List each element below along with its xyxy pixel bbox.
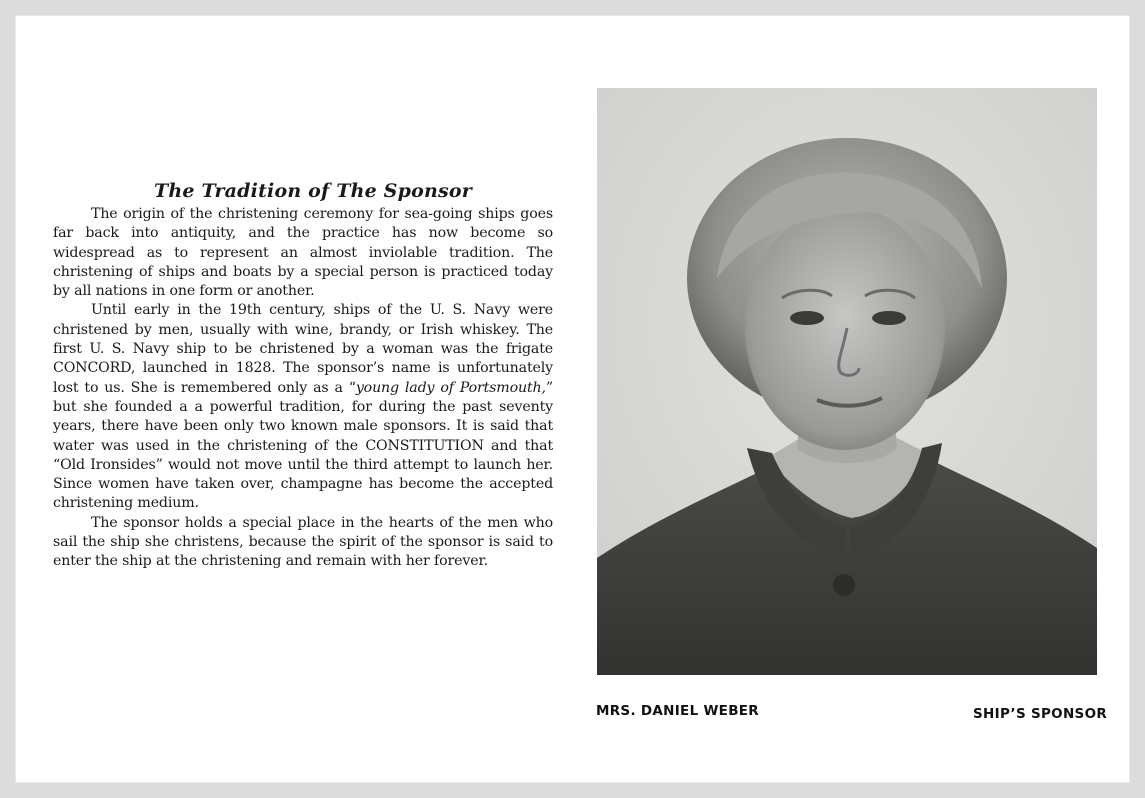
article-paragraph xyxy=(53,514,553,572)
portrait-eye-right xyxy=(872,311,906,325)
paragraph-text: Until early in the 19th century, ships of the U. S. Navy were christened by men, usually with wine, brandy, or Irish whiskey. The first U. S. Navy ship to be christened by a woman was the frigate CONCORD, launched in 1828. The sponsor’s name is unfortunately lost to us. She is remembered only as a “ xyxy=(53,302,553,396)
paragraph-italic-quote: young lady of Portsmouth, xyxy=(355,379,546,396)
article-paragraph xyxy=(53,301,553,513)
paragraph-text: ” but she founded a a powerful tradition, for during the past seventy years, there have been only two known male sponsors. It is said that water was used in the christening of the CONSTITUTION and that “Old Ironsides” would not move until the third attempt to launch her. Since women have taken over, champagne has become the accepted christening medium. xyxy=(53,379,553,512)
article-title: The Tradition of The Sponsor xyxy=(154,180,472,202)
paragraph-text: The sponsor holds a special place in the hearts of the men who sail the ship she christens, because the spirit of the sponsor is said to enter the ship at the christening and remain with her forever. xyxy=(53,514,553,570)
caption-sponsor-name: MRS. DANIEL WEBER xyxy=(596,703,759,719)
portrait-face xyxy=(745,206,945,450)
portrait-eye-left xyxy=(790,311,824,325)
paragraph-text: The origin of the christening ceremony for sea-going ships goes far back into antiquity, and the practice has now become so widespread as to represent an almost inviolable tradition. The christening of ships and boats by a special person is practiced today by all nations in one form or another. xyxy=(53,206,553,300)
article-column xyxy=(53,180,553,572)
caption-sponsor-role: SHIP’S SPONSOR xyxy=(973,706,1108,722)
portrait-button xyxy=(833,574,855,596)
sponsor-portrait-photo xyxy=(597,88,1097,675)
article-paragraph xyxy=(53,205,553,301)
portrait-illustration xyxy=(597,88,1097,675)
document-page xyxy=(15,15,1130,783)
